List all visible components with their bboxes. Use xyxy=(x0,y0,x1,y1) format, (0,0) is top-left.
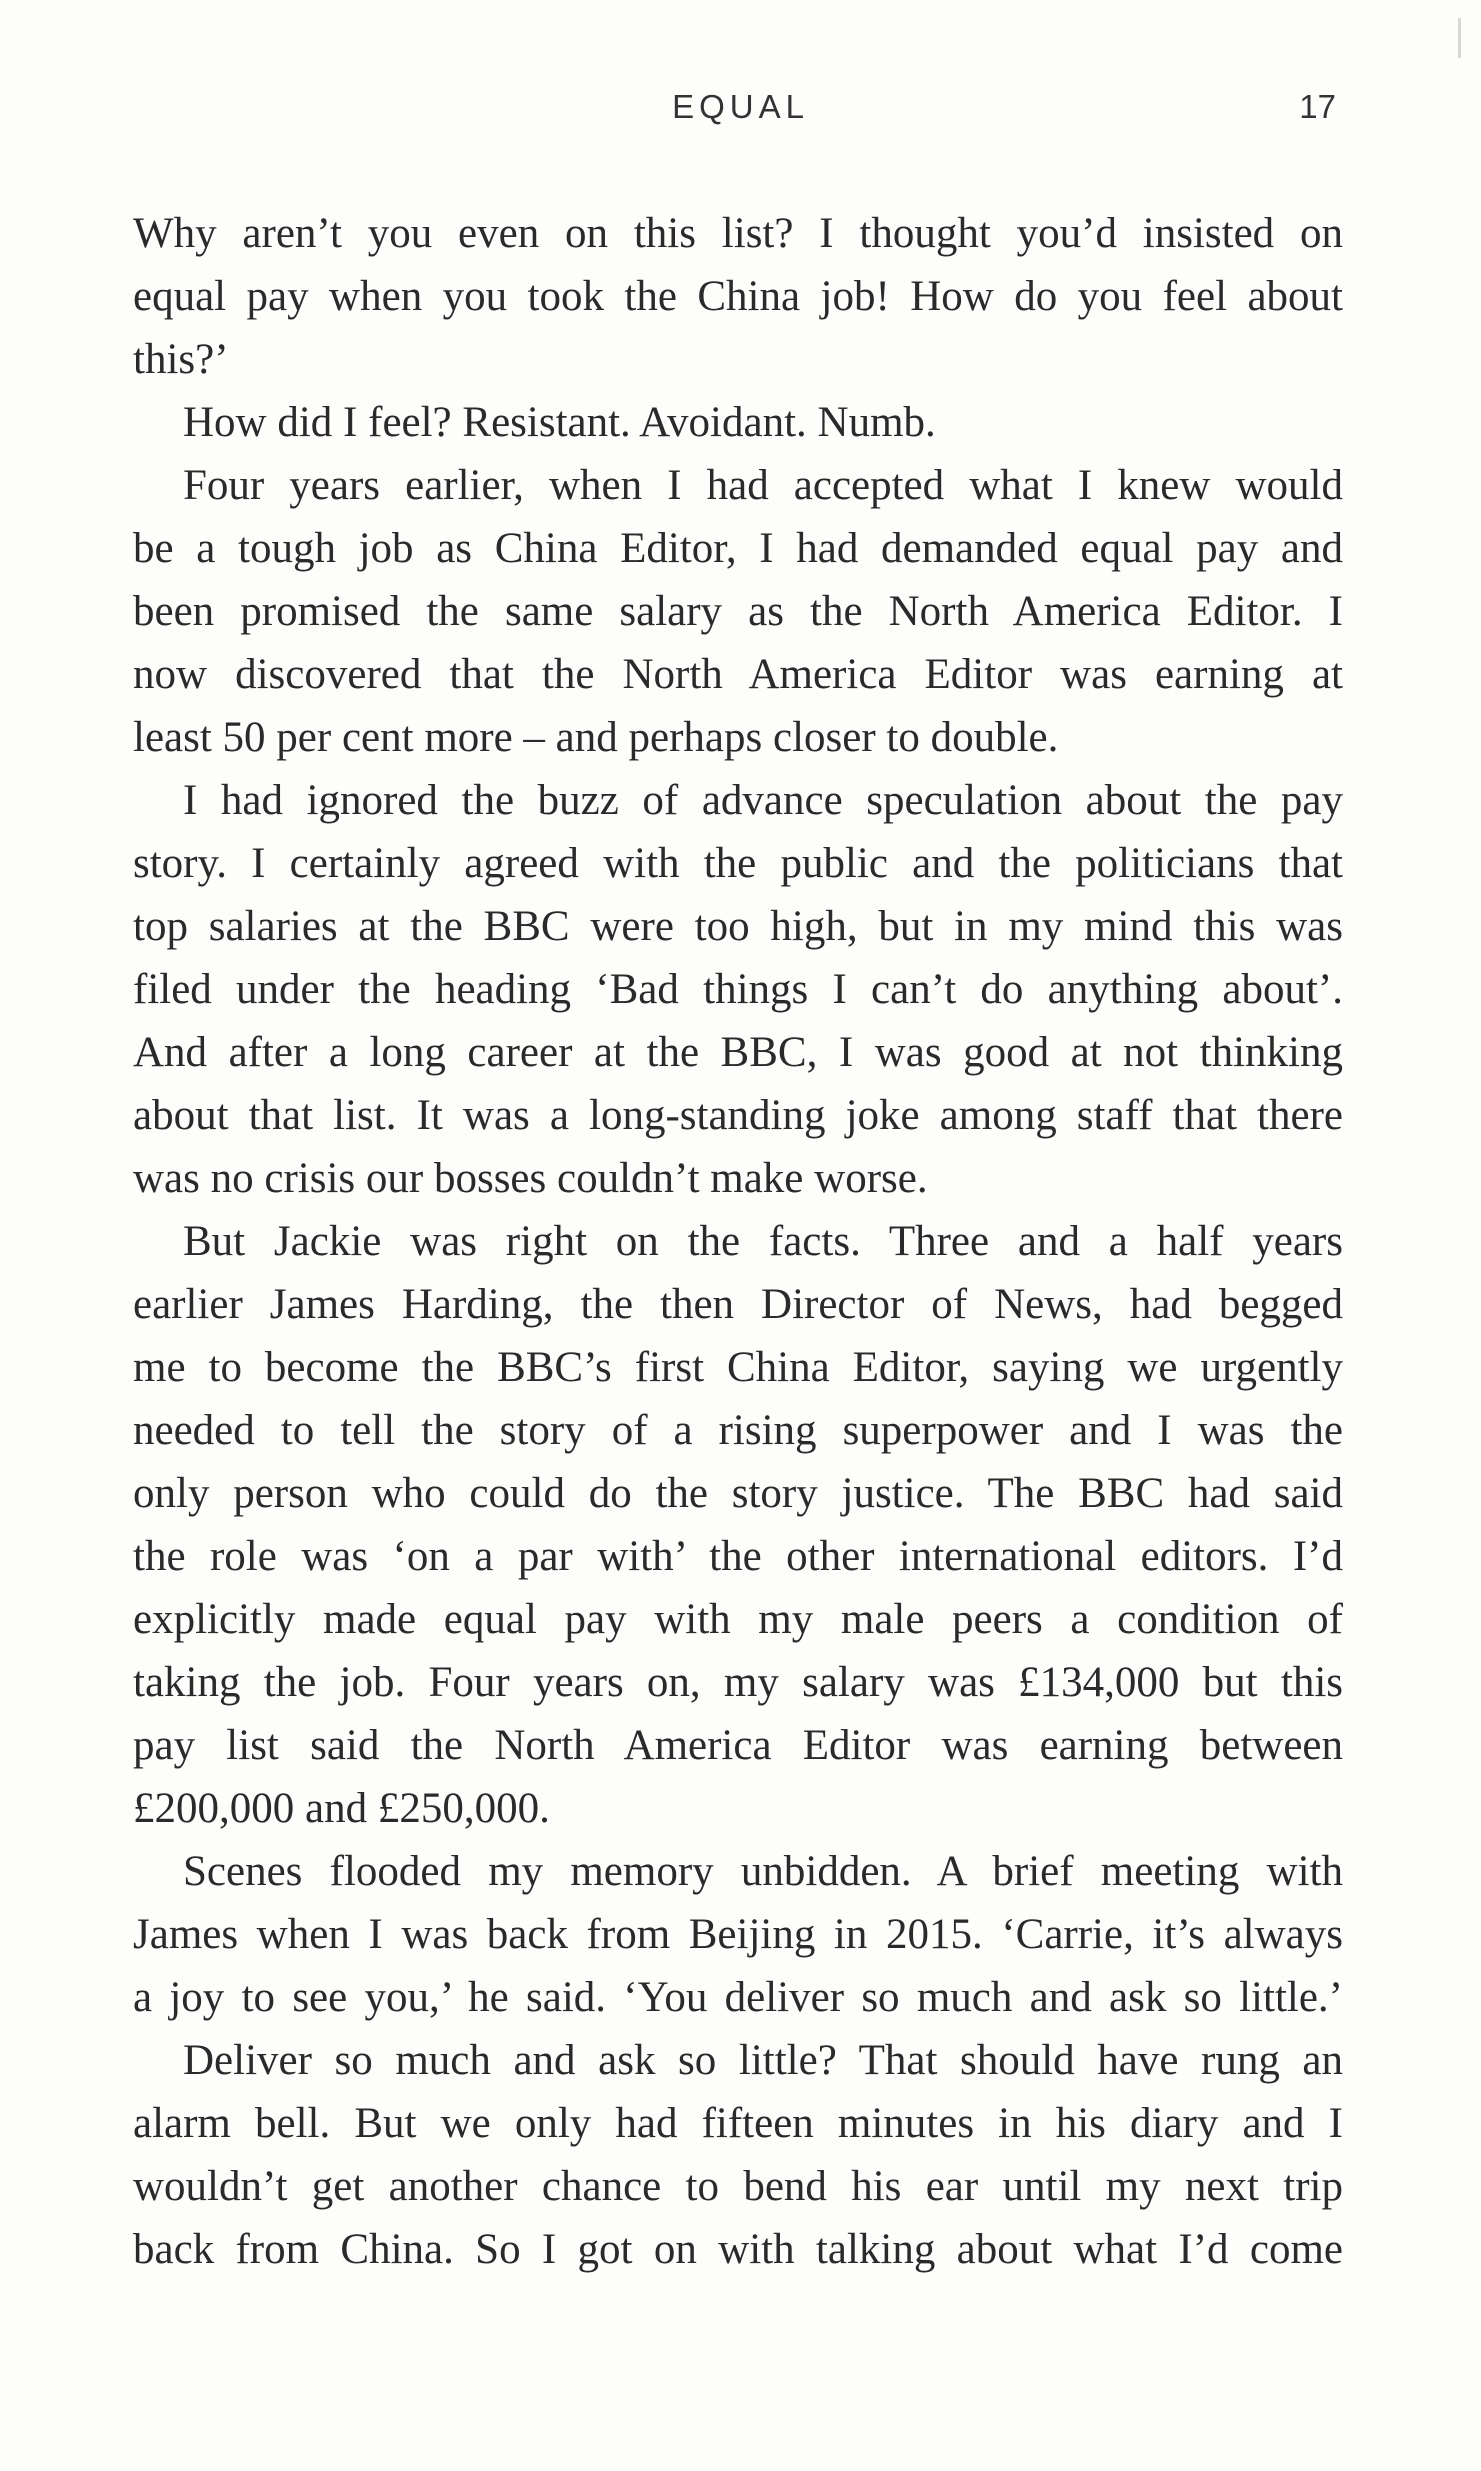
text-line: the role was ‘on a par with’ the other international editors. I’d xyxy=(133,1533,1343,1580)
text-line: story. I certainly agreed with the public and the politicians that xyxy=(133,840,1343,887)
text-line: I had ignored the buzz of advance speculation about the pay xyxy=(183,777,1343,824)
text-line: be a tough job as China Editor, I had demanded equal pay and xyxy=(133,525,1343,572)
text-line: filed under the heading ‘Bad things I can’t do anything about’. xyxy=(133,966,1343,1013)
text-line: a joy to see you,’ he said. ‘You deliver so much and ask so little.’ xyxy=(133,1974,1343,2021)
text-line: Four years earlier, when I had accepted what I knew would xyxy=(183,462,1343,509)
text-line: me to become the BBC’s first China Editor, saying we urgently xyxy=(133,1344,1343,1391)
text-line: explicitly made equal pay with my male peers a condition of xyxy=(133,1596,1343,1643)
text-line: How did I feel? Resistant. Avoidant. Numb. xyxy=(183,399,936,446)
text-line: been promised the same salary as the North America Editor. I xyxy=(133,588,1343,635)
text-line: back from China. So I got on with talking about what I’d come xyxy=(133,2226,1343,2273)
text-line: But Jackie was right on the facts. Three and a half years xyxy=(183,1218,1343,1265)
text-line: Scenes flooded my memory unbidden. A brief meeting with xyxy=(183,1848,1343,1895)
text-line: alarm bell. But we only had fifteen minutes in his diary and I xyxy=(133,2100,1343,2147)
body-text xyxy=(133,202,1343,2281)
text-line: taking the job. Four years on, my salary was £134,000 but this xyxy=(133,1659,1343,1706)
text-line: earlier James Harding, the then Director of News, had begged xyxy=(133,1281,1343,1328)
scan-artifact xyxy=(1458,18,1461,58)
text-line: this?’ xyxy=(133,336,229,383)
text-line: Deliver so much and ask so little? That should have rung an xyxy=(183,2037,1343,2084)
text-line: now discovered that the North America Editor was earning at xyxy=(133,651,1343,698)
text-line: wouldn’t get another chance to bend his ear until my next trip xyxy=(133,2163,1343,2210)
text-line: least 50 per cent more – and perhaps closer to double. xyxy=(133,714,1059,761)
text-line: And after a long career at the BBC, I was good at not thinking xyxy=(133,1029,1343,1076)
running-head: EQUAL xyxy=(672,88,809,125)
text-line: about that list. It was a long-standing joke among staff that there xyxy=(133,1092,1343,1139)
text-line: Why aren’t you even on this list? I thought you’d insisted on xyxy=(133,210,1343,257)
text-line: equal pay when you took the China job! How do you feel about xyxy=(133,273,1343,320)
text-line: top salaries at the BBC were too high, but in my mind this was xyxy=(133,903,1343,950)
text-line: needed to tell the story of a rising superpower and I was the xyxy=(133,1407,1343,1454)
text-line: only person who could do the story justice. The BBC had said xyxy=(133,1470,1343,1517)
page-number: 17 xyxy=(1299,88,1336,125)
text-line: was no crisis our bosses couldn’t make worse. xyxy=(133,1155,928,1202)
page-header xyxy=(0,88,1481,138)
text-line: pay list said the North America Editor was earning between xyxy=(133,1722,1343,1769)
text-line: James when I was back from Beijing in 2015. ‘Carrie, it’s always xyxy=(133,1911,1343,1958)
text-line: £200,000 and £250,000. xyxy=(133,1785,550,1832)
